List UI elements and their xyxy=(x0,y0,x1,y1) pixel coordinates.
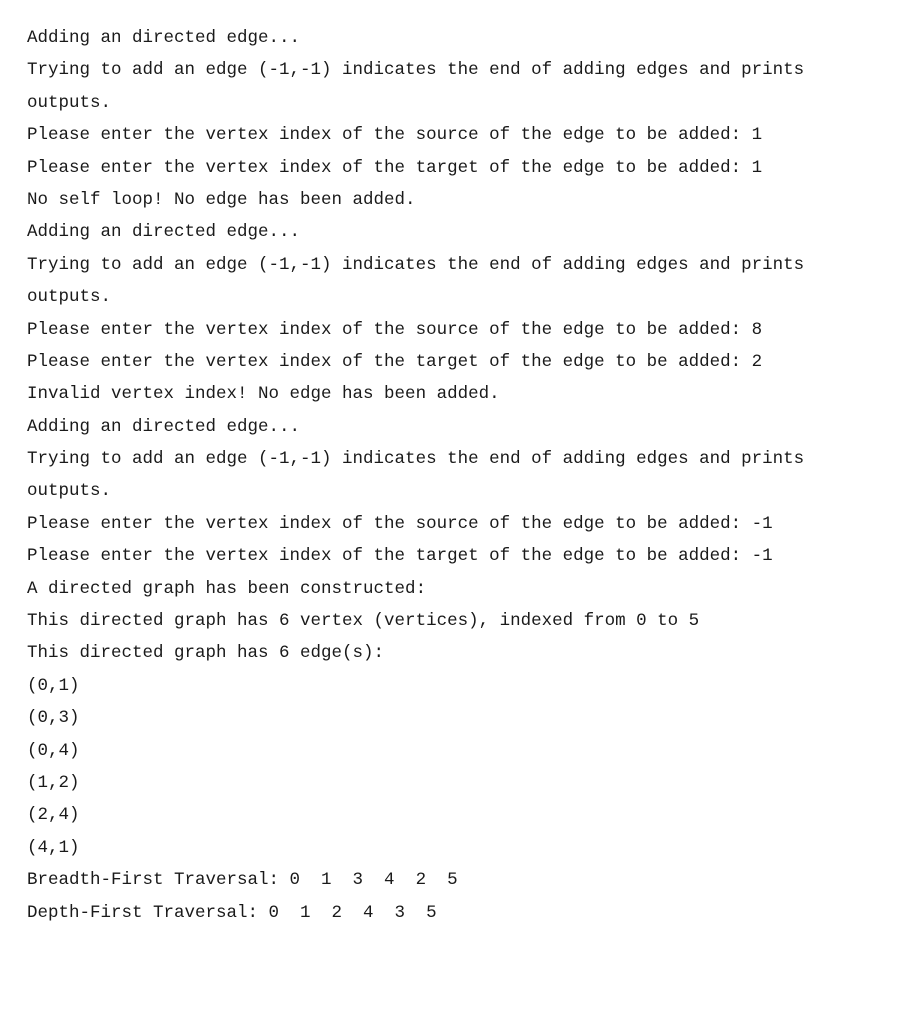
console-line: Trying to add an edge (-1,-1) indicates the end of adding edges and prints xyxy=(27,254,805,275)
console-line: A directed graph has been constructed: xyxy=(27,578,427,599)
console-line: (0,4) xyxy=(27,740,80,761)
console-line: Please enter the vertex index of the target of the edge to be added: -1 xyxy=(27,546,773,567)
console-line: outputs. xyxy=(27,287,112,308)
console-line: No self loop! No edge has been added. xyxy=(27,189,416,210)
console-line: This directed graph has 6 edge(s): xyxy=(27,643,385,664)
console-line: Trying to add an edge (-1,-1) indicates the end of adding edges and prints xyxy=(27,60,805,81)
console-line: Adding an directed edge... xyxy=(27,28,301,48)
console-line: Trying to add an edge (-1,-1) indicates the end of adding edges and prints xyxy=(27,449,805,470)
console-line: Invalid vertex index! No edge has been added. xyxy=(27,384,500,405)
console-line: Breadth-First Traversal: 0 1 3 4 2 5 xyxy=(27,870,458,891)
console-line: Please enter the vertex index of the source of the edge to be added: -1 xyxy=(27,513,773,534)
console-line: outputs. xyxy=(27,481,112,502)
console-line: Please enter the vertex index of the target of the edge to be added: 2 xyxy=(27,351,763,372)
console-line: (0,3) xyxy=(27,708,80,729)
console-line: outputs. xyxy=(27,92,112,113)
console-line: (1,2) xyxy=(27,772,80,793)
console-line: Please enter the vertex index of the target of the edge to be added: 1 xyxy=(27,157,763,178)
console-line: Please enter the vertex index of the source of the edge to be added: 8 xyxy=(27,319,763,340)
console-line: Depth-First Traversal: 0 1 2 4 3 5 xyxy=(27,902,437,923)
console-line: Please enter the vertex index of the source of the edge to be added: 1 xyxy=(27,125,763,146)
console-line: Adding an directed edge... xyxy=(27,222,301,243)
console-line: (4,1) xyxy=(27,837,80,858)
console-line: This directed graph has 6 vertex (vertices), indexed from 0 to 5 xyxy=(27,611,700,632)
console-output xyxy=(27,22,907,929)
console-line: (0,1) xyxy=(27,675,80,696)
console-line: Adding an directed edge... xyxy=(27,416,301,437)
console-line: (2,4) xyxy=(27,805,80,826)
